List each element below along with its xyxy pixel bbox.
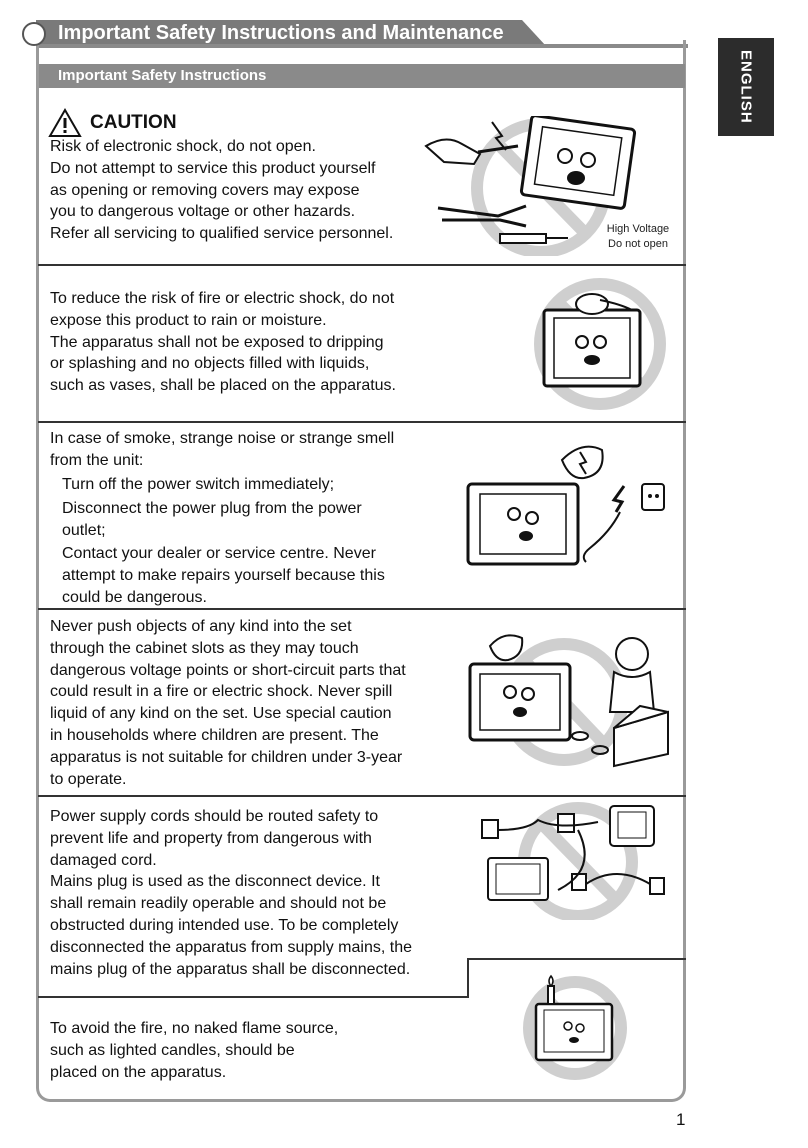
cords-text: Power supply cords should be routed safety to prevent life and property from dangerous with damaged cord. Mains plug is used as the disconnect device. It shall remain readily operable and should not be obstructed during intended use. To be completely disconnected the apparatus from supply mains, the mains plug of the apparatus shall be disconnected. xyxy=(50,808,412,978)
objects-text: Never push objects of any kind into the set through the cabinet slots as they may touch dangerous voltage points or short-circuit parts that could result in a fire or electric shock. Never spill liquid of any kind on the set. Use special caution in households where children are present. The apparatus is not suitable for children under 3-year to operate. xyxy=(50,618,406,788)
objects-illustration xyxy=(464,620,674,770)
high-voltage-caption xyxy=(602,222,674,252)
smoke-intro: In case of smoke, strange noise or strange smell from the unit: xyxy=(50,430,395,469)
warning-triangle-icon xyxy=(48,108,82,138)
section-divider xyxy=(38,795,686,797)
section-divider xyxy=(38,608,686,610)
page-title: Important Safety Instructions and Maintenance xyxy=(58,22,504,44)
caution-text: Risk of electronic shock, do not open. Do not attempt to service this product yourself as opening or removing covers may expose you to dangerous voltage or other hazards. Refer all servicing to qualified service personnel. xyxy=(50,138,394,243)
section-divider xyxy=(38,421,686,423)
cords-illustration xyxy=(478,800,678,920)
page-number: 1 xyxy=(676,1110,686,1129)
section-divider-step xyxy=(467,958,469,998)
moisture-illustration xyxy=(530,274,670,414)
smoke-item-3: Contact your dealer or service centre. Never attempt to make repairs yourself because this could be dangerous. xyxy=(62,545,385,606)
section-divider xyxy=(38,264,686,266)
section-divider-upper xyxy=(467,958,686,960)
section-divider-lower xyxy=(38,996,469,998)
language-tab xyxy=(718,38,774,136)
caption-line-1: High Voltage xyxy=(606,223,670,235)
header-circle-icon xyxy=(22,22,46,46)
flame-text: To avoid the fire, no naked flame source, such as lighted candles, should be placed on the apparatus. xyxy=(50,1020,339,1081)
caution-label: CAUTION xyxy=(90,112,177,133)
smoke-illustration xyxy=(462,438,672,568)
caution-heading xyxy=(48,108,177,138)
caption-line-2: Do not open xyxy=(608,238,668,250)
smoke-item-2: Disconnect the power plug from the power outlet; xyxy=(62,500,362,539)
smoke-item-1: Turn off the power switch immediately; xyxy=(62,476,335,493)
moisture-text: To reduce the risk of fire or electric shock, do not expose this product to rain or moisture. The apparatus shall not be exposed to dripping or splashing and no objects filled with liquids, such as vases, shall be placed on the apparatus. xyxy=(50,290,396,395)
section-subtitle: Important Safety Instructions xyxy=(58,67,267,84)
flame-illustration xyxy=(520,972,630,1082)
language-tab-label: ENGLISH xyxy=(737,50,755,124)
